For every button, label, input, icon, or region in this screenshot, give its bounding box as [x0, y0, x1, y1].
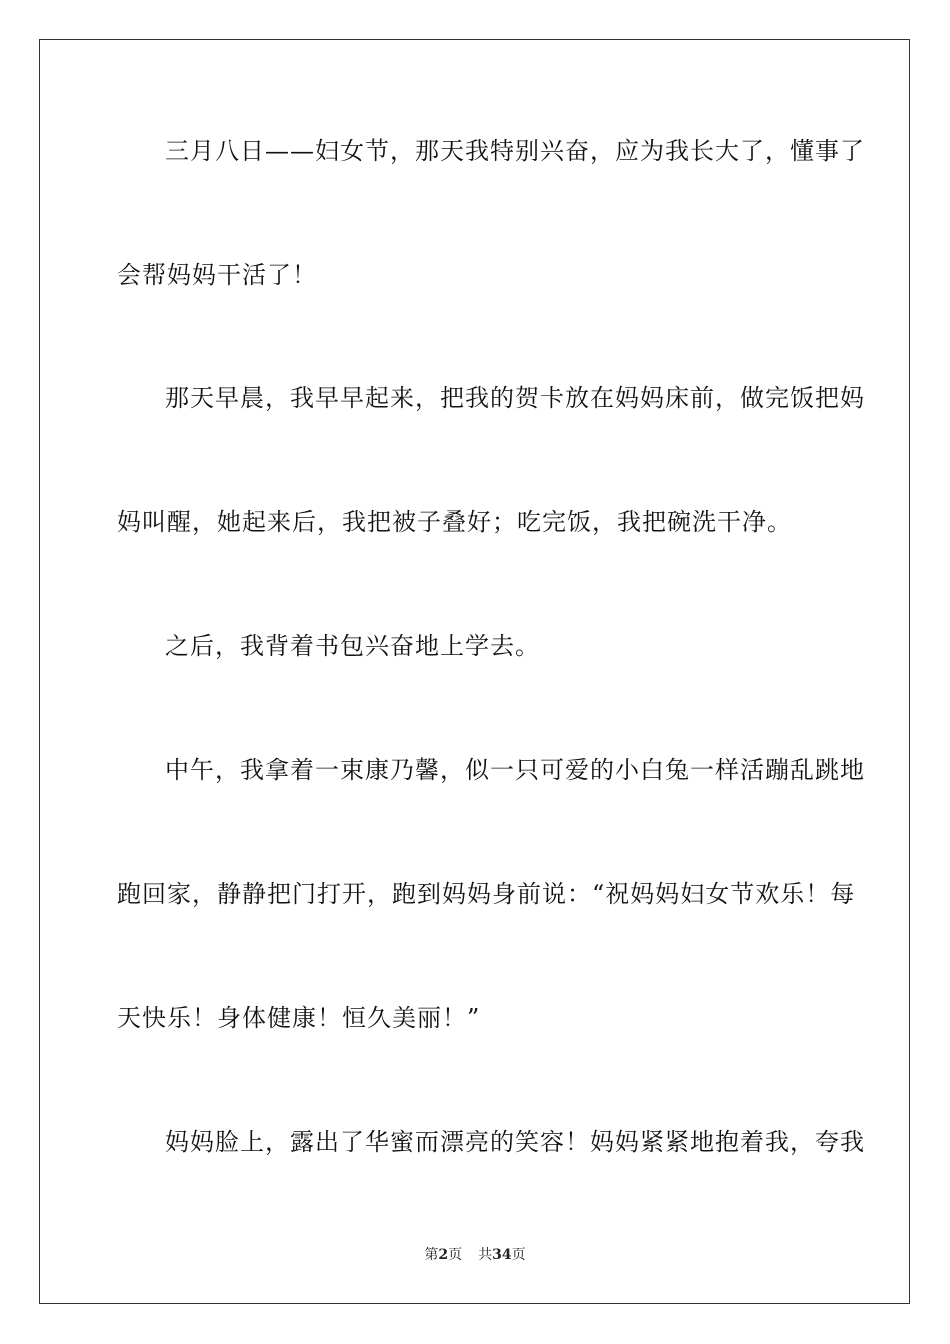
paragraph-line: 之后，我背着书包兴奋地上学去。 [165, 632, 540, 660]
page-suffix: 页 [448, 1247, 463, 1263]
paragraph-line: 天快乐！身体健康！恒久美丽！” [117, 1004, 481, 1032]
paragraph-line: 那天早晨，我早早起来，把我的贺卡放在妈妈床前，做完饭把妈 [165, 384, 865, 412]
total-prefix: 共 [478, 1247, 493, 1263]
page-number: 2 [438, 1247, 449, 1263]
total-pages: 34 [492, 1247, 512, 1263]
paragraph-line: 会帮妈妈干活了！ [117, 261, 317, 289]
paragraph-line: 三月八日——妇女节，那天我特别兴奋，应为我长大了，懂事了 [165, 137, 865, 165]
paragraph-line: 中午，我拿着一束康乃馨，似一只可爱的小白兔一样活蹦乱跳地 [165, 756, 865, 784]
page-border [39, 39, 910, 1304]
page-footer [0, 1246, 950, 1264]
paragraph-line: 妈妈脸上，露出了华蜜而漂亮的笑容！妈妈紧紧地抱着我，夸我 [165, 1128, 865, 1156]
page-prefix: 第 [424, 1247, 439, 1263]
paragraph-line: 跑回家，静静把门打开，跑到妈妈身前说：“祝妈妈妇女节欢乐！每 [117, 880, 856, 908]
total-suffix: 页 [511, 1247, 526, 1263]
paragraph-line: 妈叫醒，她起来后，我把被子叠好；吃完饭，我把碗洗干净。 [117, 508, 792, 536]
